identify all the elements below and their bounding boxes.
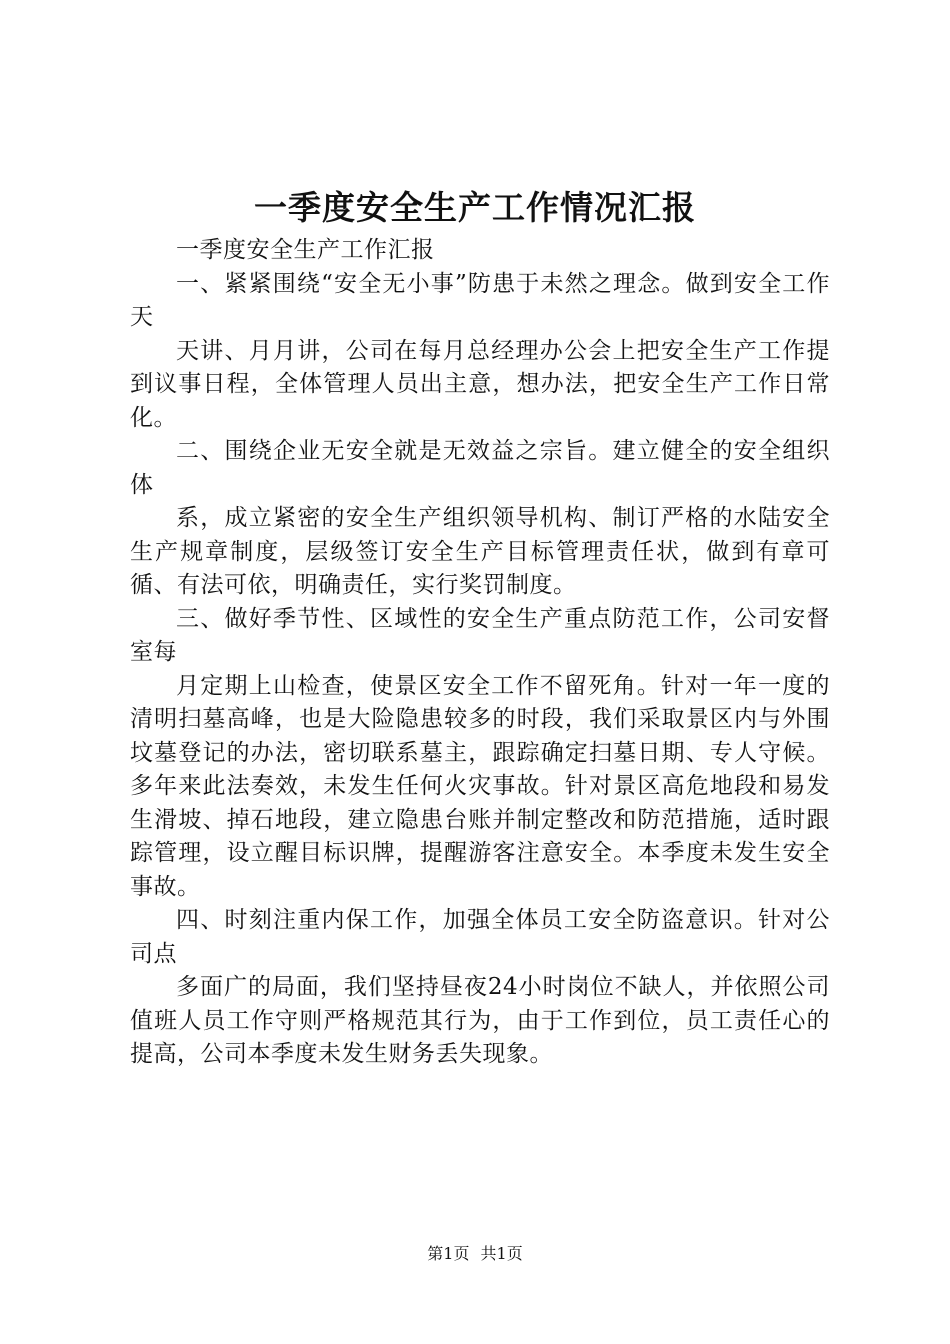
section-one-body: 天讲、月月讲，公司在每月总经理办公会上把安全生产工作提到议事日程，全体管理人员出主意，想办法，把安全生产工作日常化。 bbox=[130, 337, 830, 431]
page-number: 第1页 bbox=[427, 1244, 470, 1263]
page-total: 共1页 bbox=[480, 1244, 523, 1263]
section-two-heading: 二、围绕企业无安全就是无效益之宗旨。建立健全的安全组织体 bbox=[130, 438, 830, 498]
section-one-heading: 一、紧紧围绕“安全无小事”防患于未然之理念。做到安全工作天 bbox=[130, 270, 830, 330]
section-three-body: 月定期上山检查，使景区安全工作不留死角。针对一年一度的清明扫墓高峰，也是大险隐患较多的时段，我们采取景区内与外围坟墓登记的办法，密切联系墓主，跟踪确定扫墓日期、专人守候。多年来此法奏效，未发生任何火灾事故。针对景区高危地段和易发生滑坡、掉石地段，建立隐患台账并制定整改和防范措施，适时跟踪管理，设立醒目标识牌，提醒游客注意安全。本季度未发生安全事故。 bbox=[130, 672, 830, 900]
section-four-body: 多面广的局面，我们坚持昼夜24小时岗位不缺人，并依照公司值班人员工作守则严格规范其行为，由于工作到位，员工责任心的提高，公司本季度未发生财务丢失现象。 bbox=[130, 974, 830, 1067]
document-title: 一季度安全生产工作情况汇报 bbox=[254, 188, 696, 227]
section-three-heading: 三、做好季节性、区域性的安全生产重点防范工作，公司安督室每 bbox=[130, 605, 830, 665]
document-body bbox=[130, 234, 830, 1072]
report-subtitle: 一季度安全生产工作汇报 bbox=[176, 237, 435, 263]
section-two-body: 系，成立紧密的安全生产组织领导机构、制订严格的水陆安全生产规章制度，层级签订安全生产目标管理责任状，做到有章可循、有法可依，明确责任，实行奖罚制度。 bbox=[130, 505, 830, 598]
section-four-heading: 四、时刻注重内保工作，加强全体员工安全防盗意识。针对公司点 bbox=[130, 907, 830, 967]
page-footer bbox=[0, 1244, 950, 1264]
